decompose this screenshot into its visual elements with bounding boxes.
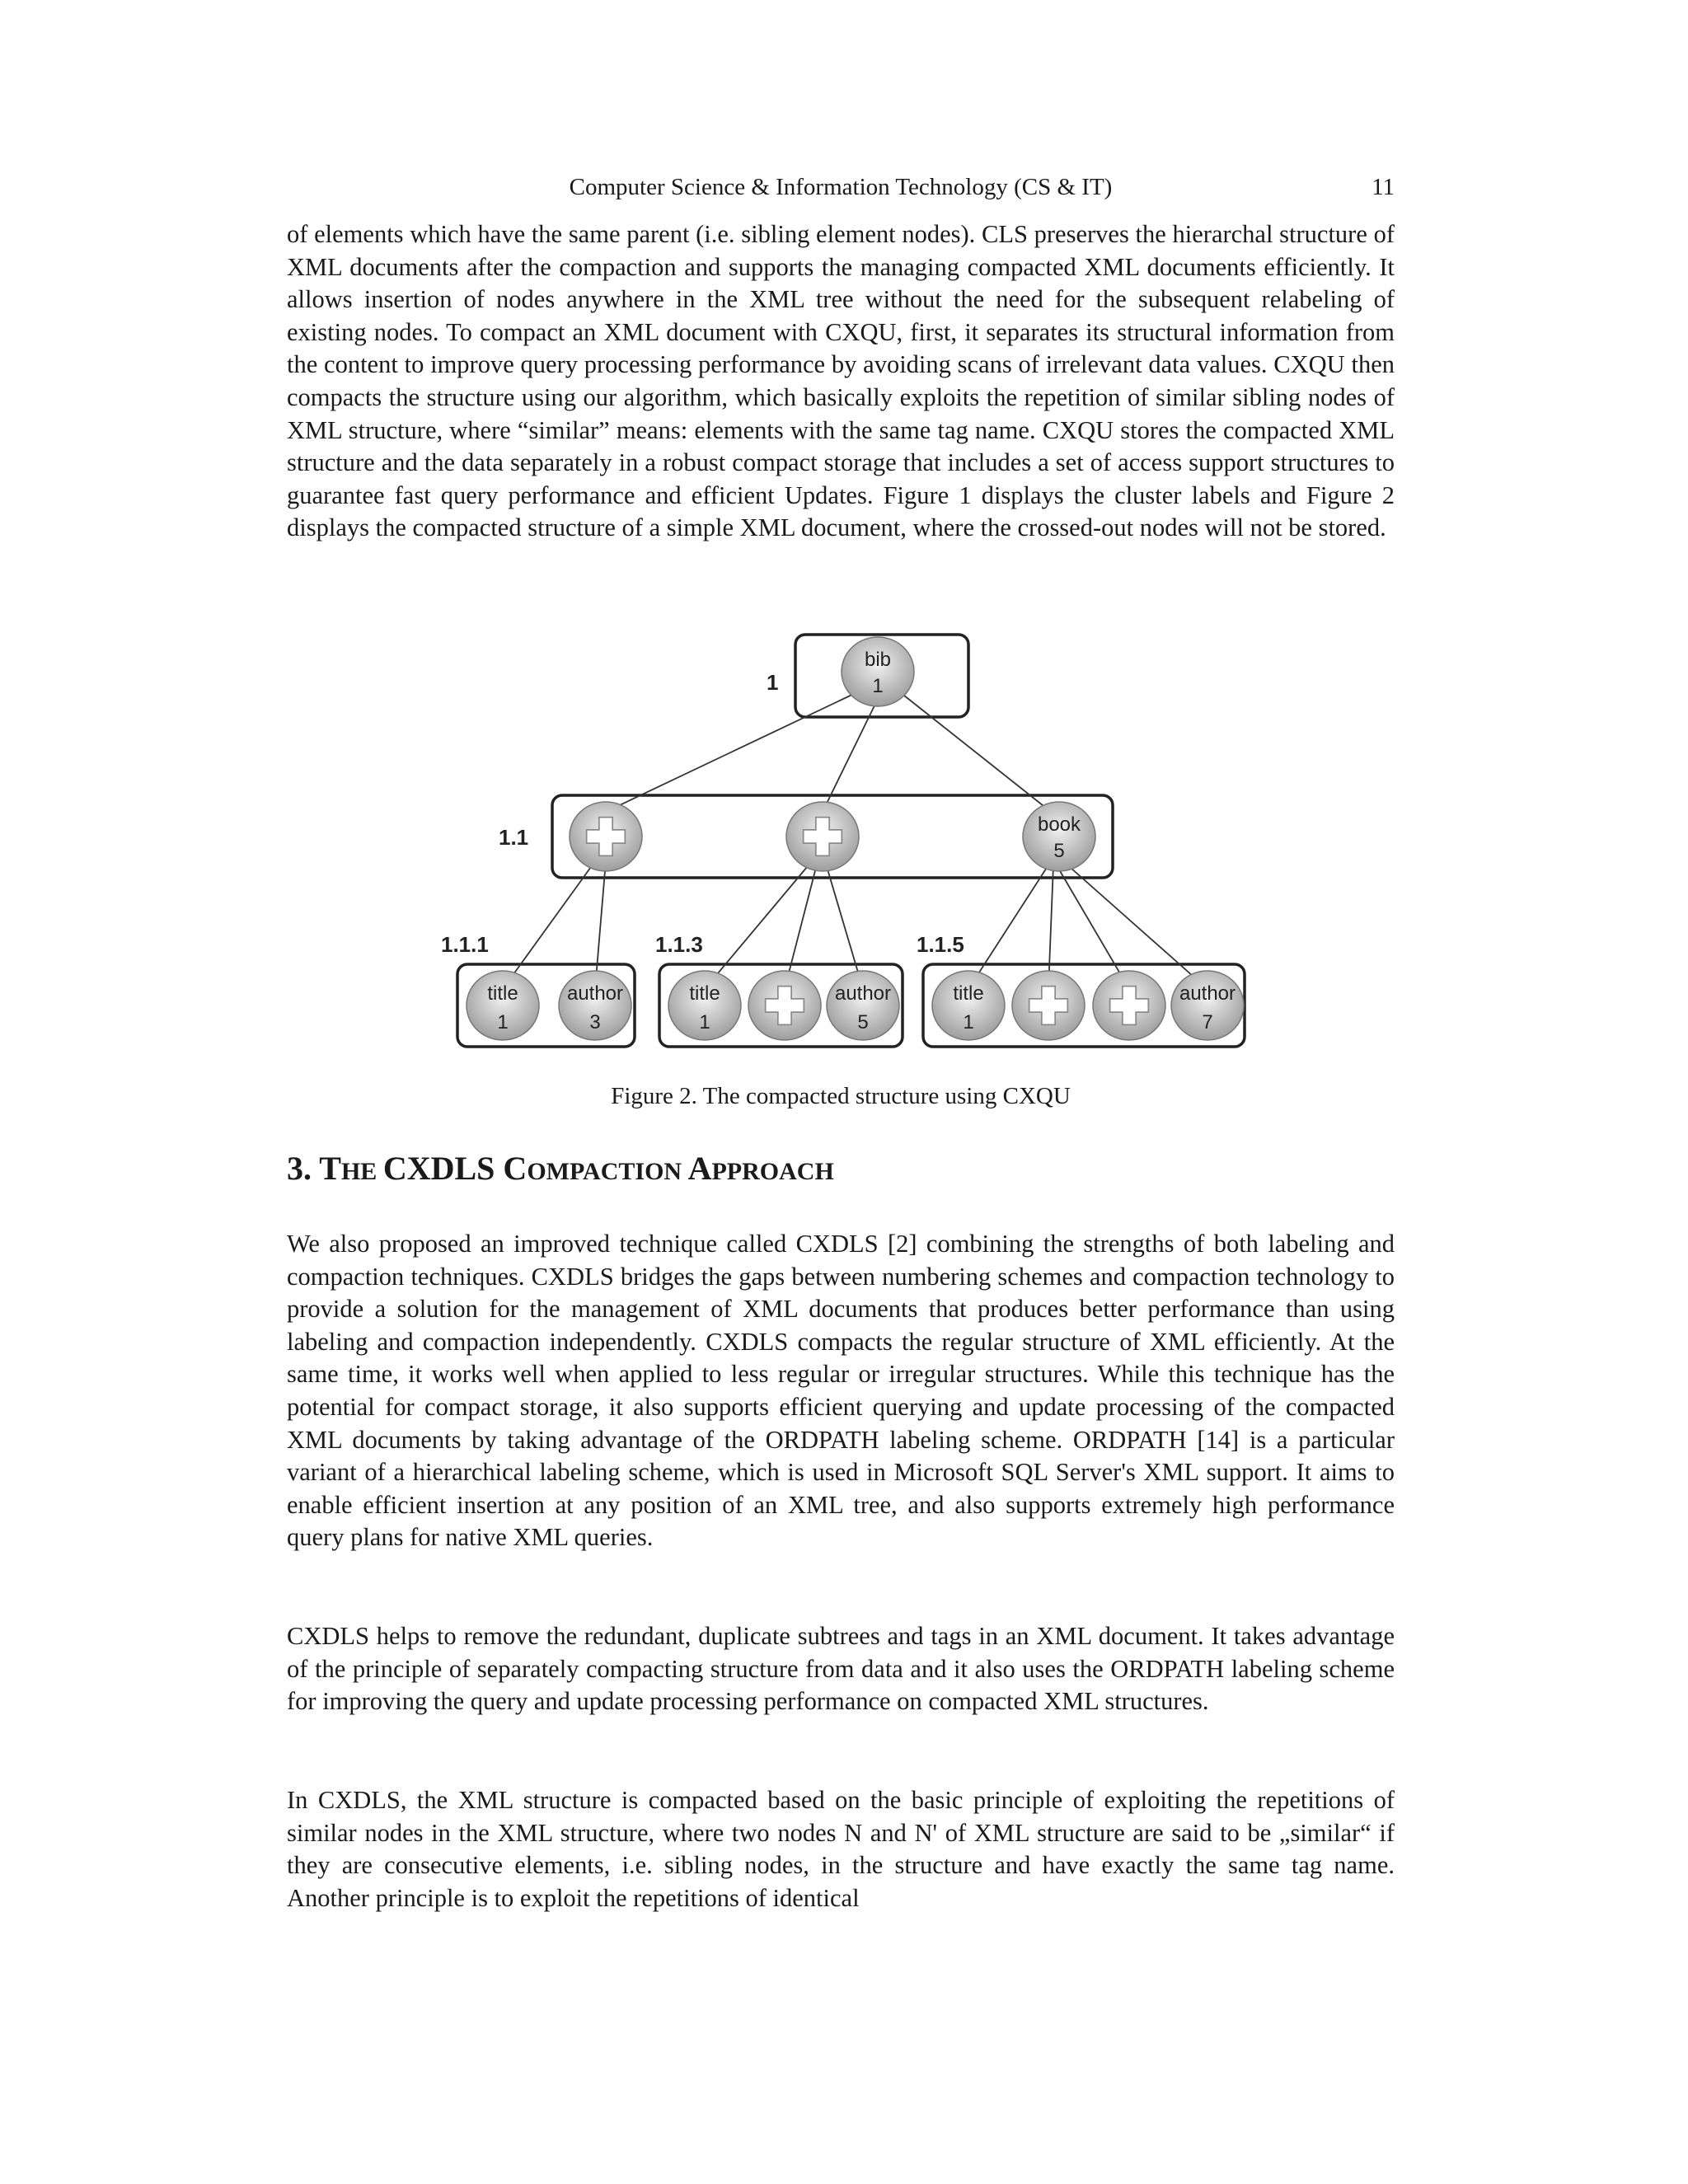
body-paragraph: In CXDLS, the XML structure is compacted based on the basic principle of exploiting the repetitions of similar nodes in the XML structure, where two nodes N and N' of XML structure are said to be „similar“ if they are consecutive elements, i.e. sibling nodes, in the structure and have exactly the same tag name. Another principle is to exploit the repetitions of identical xyxy=(287,1786,1395,1912)
node-tag: book xyxy=(1037,813,1081,836)
section-number: 3. xyxy=(287,1150,320,1187)
running-head-title: Computer Science & Information Technology (CS & IT) xyxy=(569,174,1113,200)
node-number: 1 xyxy=(497,1011,509,1033)
figure-svg xyxy=(429,626,1253,1055)
node-tag: title xyxy=(953,982,984,1005)
node-crossed-out xyxy=(748,971,821,1040)
node-number: 3 xyxy=(589,1011,601,1033)
body-paragraph: We also proposed an improved technique called CXDLS [2] combining the strengths of both labeling and compaction techniques. CXDLS bridges the gaps between numbering schemes and compaction technology to provide a solution for the management of XML documents that produces better performance than using labeling and compaction independently. CXDLS compacts the regular structure of XML efficiently. At the same time, it works well when applied to less regular or irregular structures. While this technique has the potential for compact storage, it also supports efficient querying and update processing of the compacted XML documents by taking advantage of the ORDPATH labeling scheme. ORDPATH [14] is a particular variant of a hierarchical labeling scheme, which is used in Microsoft SQL Server's XML support. It aims to enable efficient insertion at any position of an XML tree, and also supports extremely high performance query plans for native XML queries. xyxy=(287,1230,1395,1552)
node-tag: bib xyxy=(864,649,892,671)
node-tag: author xyxy=(834,982,892,1005)
cluster-label-1-1-5: 1.1.5 xyxy=(917,932,964,957)
heading-part: PPROACH xyxy=(711,1158,834,1185)
node-tag: author xyxy=(566,982,624,1005)
node-author xyxy=(559,971,631,1040)
node-number: 1 xyxy=(963,1011,974,1033)
node-number: 1 xyxy=(872,675,884,697)
cluster-label-1-1: 1.1 xyxy=(499,825,529,850)
node-title xyxy=(668,971,741,1040)
section-heading xyxy=(287,1148,834,1193)
node-number: 1 xyxy=(699,1011,710,1033)
heading-part: A xyxy=(687,1150,712,1187)
body-paragraph: CXDLS helps to remove the redundant, duplicate subtrees and tags in an XML document. It takes advantage of the principle of separately compacting structure from data and it also uses the ORDPATH labeling scheme for improving the query and update processing performance on compacted XML structures. xyxy=(287,1622,1395,1716)
cluster-label-1-1-1: 1.1.1 xyxy=(441,932,489,957)
heading-part: HE xyxy=(340,1158,383,1185)
figure-caption: Figure 2. The compacted structure using CXQU xyxy=(611,1083,1071,1109)
node-author xyxy=(827,971,899,1040)
page-number: 11 xyxy=(1372,174,1395,200)
heading-part: T xyxy=(319,1150,341,1187)
node-title xyxy=(467,971,539,1040)
node-crossed-out xyxy=(570,802,642,871)
node-tag: title xyxy=(689,982,720,1005)
heading-part: C xyxy=(503,1150,528,1187)
intro-paragraph: of elements which have the same parent (i.e. sibling element nodes). CLS preserves the hierarchal structure of XML documents after the compaction and supports the managing compacted XML documents efficiently. It allows insertion of nodes anywhere in the XML tree without the need for the subsequent relabeling of existing nodes. To compact an XML document with CXQU, first, it separates its structural information from the content to improve query processing performance by avoiding scans of irrelevant data values. CXQU then compacts the structure using our algorithm, which basically exploits the repetition of similar sibling nodes of XML structure, where “similar” means: elements with the same tag name. CXQU stores the compacted XML structure and the data separately in a robust compact storage that includes a set of access support structures to guarantee fast query performance and efficient Updates. Figure 1 displays the cluster labels and Figure 2 displays the compacted structure of a simple XML document, where the crossed-out nodes will not be stored. xyxy=(287,220,1395,542)
cluster-label-1-1-3: 1.1.3 xyxy=(655,932,703,957)
node-number: 7 xyxy=(1202,1011,1213,1033)
node-tag: title xyxy=(487,982,518,1005)
node-number: 5 xyxy=(857,1011,869,1033)
node-title xyxy=(932,971,1005,1040)
node-crossed-out xyxy=(1093,971,1165,1040)
node-book xyxy=(1023,802,1095,871)
node-crossed-out xyxy=(1012,971,1085,1040)
node-crossed-out xyxy=(786,802,859,871)
heading-part: CXDLS xyxy=(382,1150,504,1187)
heading-part: OMPACTION xyxy=(527,1158,688,1185)
node-bib xyxy=(842,637,914,706)
node-author xyxy=(1171,971,1244,1040)
node-tag: author xyxy=(1179,982,1236,1005)
figure-compacted-structure xyxy=(429,626,1253,1055)
cluster-label-1: 1 xyxy=(767,670,779,695)
node-number: 5 xyxy=(1053,840,1065,862)
